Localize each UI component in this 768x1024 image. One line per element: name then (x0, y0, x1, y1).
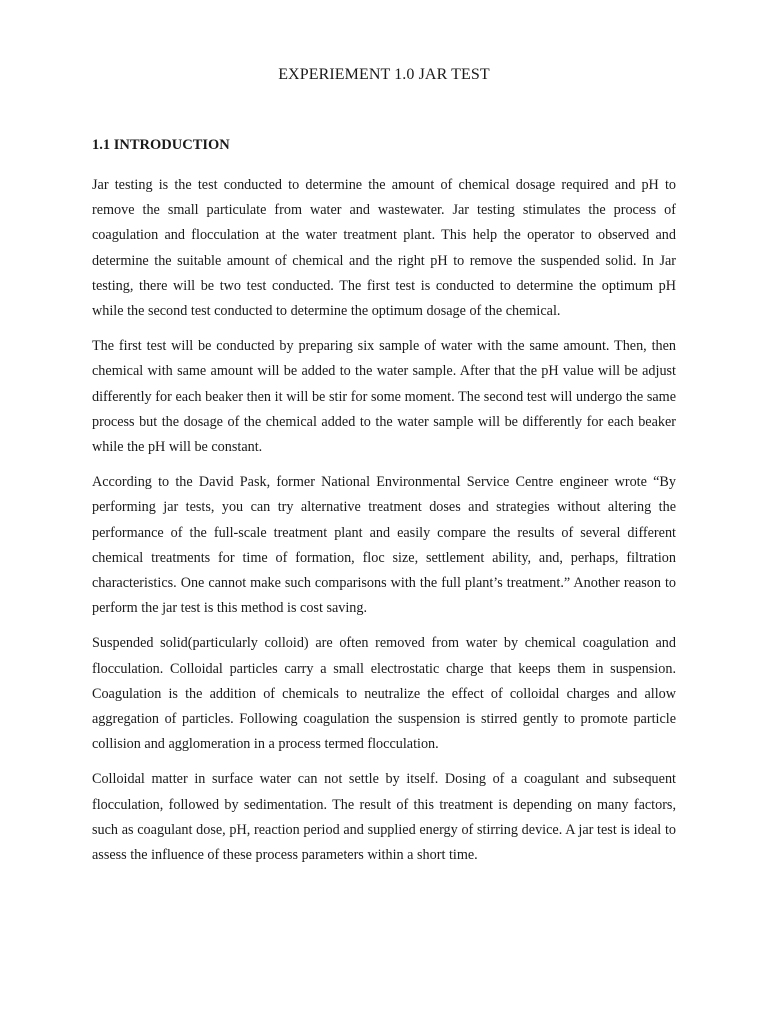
paragraph-quote: According to the David Pask, former National Environmental Service Centre engineer wrote “By performing jar tests, you can try alternative treatment doses and strategies without altering the performance of the full-scale treatment plant and easily compare the results of several different chemical treatments for time of formation, floc size, settlement ability, and, perhaps, filtration characteristics. One cannot make such comparisons with the full plant’s treatment.” Another reason to perform the jar test is this method is cost saving. (92, 474, 676, 617)
paragraph-colloidal-matter: Colloidal matter in surface water can not settle by itself. Dosing of a coagulant and subsequent flocculation, followed by sedimentation. The result of this treatment is depending on many factors, such as coagulant dose, pH, reaction period and supplied energy of stirring device. A jar test is ideal to assess the influence of these process parameters within a short time. (92, 771, 676, 864)
paragraph-procedure: The first test will be conducted by preparing six sample of water with the same amount. Then, then chemical with same amount will be added to the water sample. After that the pH value will be adjust differently for each beaker then it will be stir for some moment. The second test will undergo the same process but the dosage of the chemical added to the water sample will be differently for each beaker while the pH will be constant. (92, 338, 676, 456)
document-title: EXPERIEMENT 1.0 JAR TEST (278, 66, 490, 83)
paragraph-definition: Jar testing is the test conducted to determine the amount of chemical dosage required and pH to remove the small particulate from water and wastewater. Jar testing stimulates the process of coagulation and flocculation at the water treatment plant. This help the operator to observed and determine the suitable amount of chemical and the right pH to remove the suspended solid. In Jar testing, there will be two test conducted. The first test is conducted to determine the optimum pH while the second test conducted to determine the optimum dosage of the chemical. (92, 177, 676, 320)
section-body (92, 173, 676, 878)
paragraph-coagulation: Suspended solid(particularly colloid) are often removed from water by chemical coagulation and flocculation. Colloidal particles carry a small electrostatic charge that keeps them in suspension. Coagulation is the addition of chemicals to neutralize the effect of colloidal charges and allow aggregation of particles. Following coagulation the suspension is stirred gently to promote particle collision and agglomeration in a process termed flocculation. (92, 635, 676, 753)
section-heading: 1.1 INTRODUCTION (92, 137, 230, 153)
